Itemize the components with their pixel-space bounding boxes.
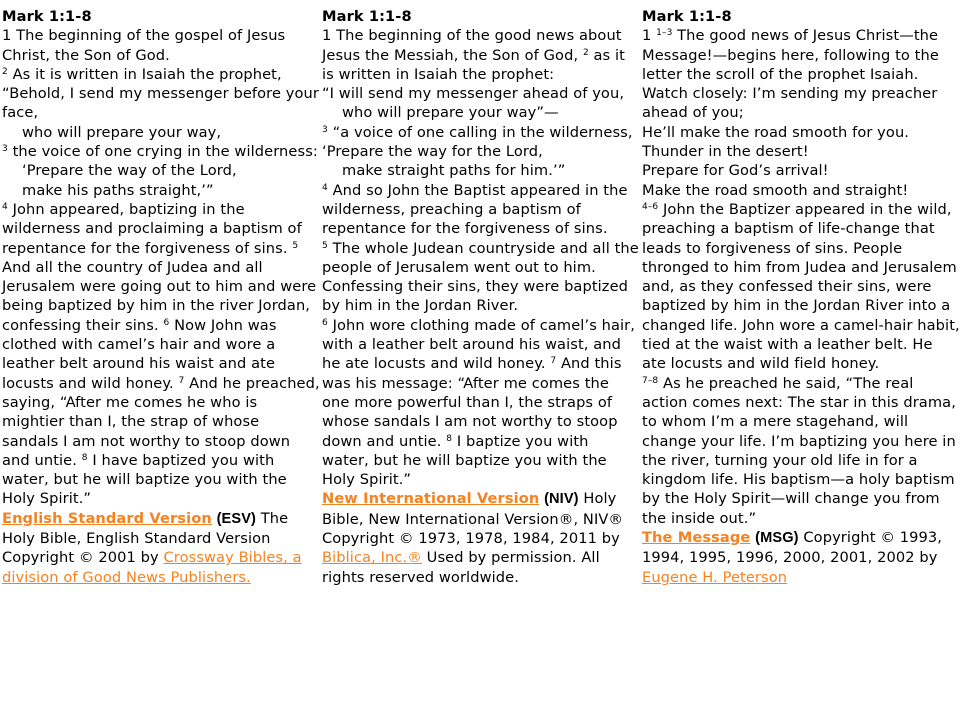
esv-column	[2, 7, 320, 587]
niv-copyright: Holy Bible, New International Version®, NIV® Copyright © 1973, 1978, 1984, 2011 by	[322, 490, 624, 548]
niv-verse-2-text: as it is written in Isaiah the prophet:	[322, 46, 625, 83]
niv-quote-line-2: who will prepare your way”—	[342, 104, 559, 122]
msg-verse-1-3-range: 1–3	[656, 28, 673, 39]
esv-publisher-link[interactable]: Crossway Bibles, a division of Good News Publishers.	[2, 549, 302, 586]
msg-poetry-line-4: Prepare for God’s arrival!	[642, 162, 829, 180]
esv-verse-8-text: I have baptized you with water, but he will baptize you with the Holy Spirit.”	[2, 451, 287, 508]
niv-verse-5-number: 5	[322, 240, 328, 251]
niv-quote-line-1: “I will send my messenger ahead of you,	[322, 85, 625, 103]
niv-rights: Used by permission. All rights reserved worldwide.	[322, 549, 600, 586]
msg-column	[642, 7, 960, 587]
niv-verse-1-text: The beginning of the good news about Jesus the Messiah, the Son of God,	[322, 27, 622, 64]
niv-verse-4-text: And so John the Baptist appeared in the wilderness, preaching a baptism of repentance for the forgiveness of sins.	[322, 181, 628, 238]
esv-quote-line-2: who will prepare your way,	[22, 123, 222, 141]
esv-verse-8-number: 8	[81, 452, 88, 463]
niv-publisher-link[interactable]: Biblica, Inc.®	[322, 549, 422, 567]
niv-column	[322, 7, 640, 587]
niv-abbreviation: (NIV)	[544, 491, 579, 508]
msg-author-link[interactable]: Eugene H. Peterson	[642, 568, 788, 586]
niv-version-link[interactable]: New International Version	[322, 490, 540, 508]
esv-verse-3-number: 3	[2, 144, 8, 155]
niv-verse-8-text: I baptize you with water, but he will baptize you with the Holy Spirit.”	[322, 432, 607, 489]
msg-verse-7-8-range: 7–8	[642, 375, 659, 386]
esv-verse-2-number: 2	[2, 66, 8, 77]
niv-verse-5-text: The whole Judean countryside and all the people of Jerusalem went out to him. Confessing their sins, they were baptized by him in the Jordan River.	[322, 239, 639, 315]
esv-quote-line-3: ‘Prepare the way of the Lord,	[22, 162, 237, 180]
esv-verse-1	[2, 26, 320, 65]
esv-verse-1-number: 1	[2, 27, 12, 45]
msg-attribution	[642, 528, 960, 587]
niv-attribution	[322, 489, 640, 586]
esv-quote-line-1: “Behold, I send my messenger before your face,	[2, 85, 319, 122]
msg-verse-4-6-text: John the Baptizer appeared in the wild, preaching a baptism of life-change that leads to forgiveness of sins. People thronged to him from Judea and Jerusalem and, as they confessed their sins, were baptized by him in the Jordan River into a changed life. John wore a camel-hair habit, tied at the waist with a leather belt. He ate locusts and wild field honey.	[642, 200, 960, 373]
esv-verse-3	[2, 142, 320, 161]
msg-verse-4-6	[642, 200, 960, 374]
esv-verse-5-text: And all the country of Judea and all Jerusalem were going out to him and were being baptized by him in the river Jordan, confessing their sins.	[2, 258, 317, 334]
niv-quote-line-4: make straight paths for him.’”	[342, 162, 566, 180]
esv-verse-5-number: 5	[292, 240, 299, 251]
esv-verse-7-number: 7	[178, 375, 185, 386]
esv-abbreviation: (ESV)	[216, 510, 256, 527]
esv-reference: Mark 1:1-8	[2, 8, 92, 25]
niv-verse-2-number: 2	[582, 47, 589, 58]
niv-quote-line-3: ‘Prepare the way for the Lord,	[322, 143, 543, 161]
msg-abbreviation: (MSG)	[755, 530, 799, 547]
esv-attribution	[2, 509, 320, 587]
niv-reference: Mark 1:1-8	[322, 8, 412, 25]
niv-verse-3-text: “a voice of one calling in the wilderness,	[332, 123, 633, 141]
esv-verse-4-text: John appeared, baptizing in the wilderness and proclaiming a baptism of repentance for the forgiveness of sins.	[2, 200, 302, 257]
niv-verse-4	[322, 181, 640, 239]
msg-poetry-line-2: He’ll make the road smooth for you.	[642, 123, 910, 141]
msg-poetry-line-5: Make the road smooth and straight!	[642, 181, 909, 199]
niv-verse-3	[322, 123, 640, 142]
niv-verse-7-text: And this was his message: “After me comes the one more powerful than I, the straps of whose sandals I am not worthy to stoop down and untie.	[322, 355, 622, 450]
msg-copyright: Copyright © 1993, 1994, 1995, 1996, 2000, 2001, 2002 by	[642, 529, 943, 567]
esv-copyright: The Holy Bible, English Standard Version Copyright © 2001 by	[2, 509, 289, 567]
msg-version-link[interactable]: The Message	[642, 529, 751, 547]
niv-verse-6-number: 6	[322, 317, 328, 328]
esv-verse-2-text: As it is written in Isaiah the prophet,	[12, 65, 282, 83]
msg-verse-1-3-text: The good news of Jesus Christ—the Message!—begins here, following to the letter the scroll of the prophet Isaiah.	[642, 27, 939, 83]
msg-verse-7-8	[642, 374, 960, 528]
esv-version-link[interactable]: English Standard Version	[2, 509, 212, 527]
msg-reference: Mark 1:1-8	[642, 8, 732, 25]
msg-poetry-line-1: Watch closely: I’m sending my preacher ahead of you;	[642, 85, 938, 122]
niv-verse-1-2	[322, 26, 640, 84]
esv-verse-7-text: And he preached, saying, “After me comes he who is mightier than I, the strap of whose sandals I am not worthy to stoop down and untie.	[2, 374, 320, 469]
esv-paragraph	[2, 200, 320, 509]
msg-verse-1-number: 1	[642, 27, 652, 45]
esv-verse-3-text: the voice of one crying in the wilderness:	[12, 143, 318, 161]
esv-quote-line-4: make his paths straight,’”	[22, 181, 214, 199]
esv-verse-1-text: The beginning of the gospel of Jesus Christ, the Son of God.	[2, 27, 286, 64]
msg-verse-1-3	[642, 26, 960, 84]
niv-verse-4-number: 4	[322, 182, 328, 193]
msg-verse-4-6-range: 4–6	[642, 201, 659, 212]
niv-verse-6-text: John wore clothing made of camel’s hair, with a leather belt around his waist, and he ate locusts and wild honey.	[322, 316, 636, 373]
esv-verse-6-number: 6	[163, 317, 170, 328]
msg-poetry-line-3: Thunder in the desert!	[642, 143, 809, 161]
niv-verse-1-number: 1	[322, 27, 332, 45]
esv-verse-6-text: Now John was clothed with camel’s hair and wore a leather belt around his waist and ate locusts and wild honey.	[2, 316, 277, 392]
esv-verse-2	[2, 65, 320, 84]
niv-verse-5	[322, 239, 640, 316]
msg-verse-7-8-text: As he preached he said, “The real action comes next: The star in this drama, to whom I’m a mere stagehand, will change your life. I’m baptizing you here in the river, turning your old life in for a kingdom life. His baptism—a holy baptism by the Holy Spirit—will change you from the inside out.”	[642, 374, 956, 527]
niv-verse-3-number: 3	[322, 124, 328, 135]
niv-verse-6-8	[322, 316, 640, 490]
niv-verse-8-number: 8	[446, 433, 453, 444]
esv-verse-4-number: 4	[2, 201, 8, 212]
niv-verse-7-number: 7	[550, 356, 557, 367]
